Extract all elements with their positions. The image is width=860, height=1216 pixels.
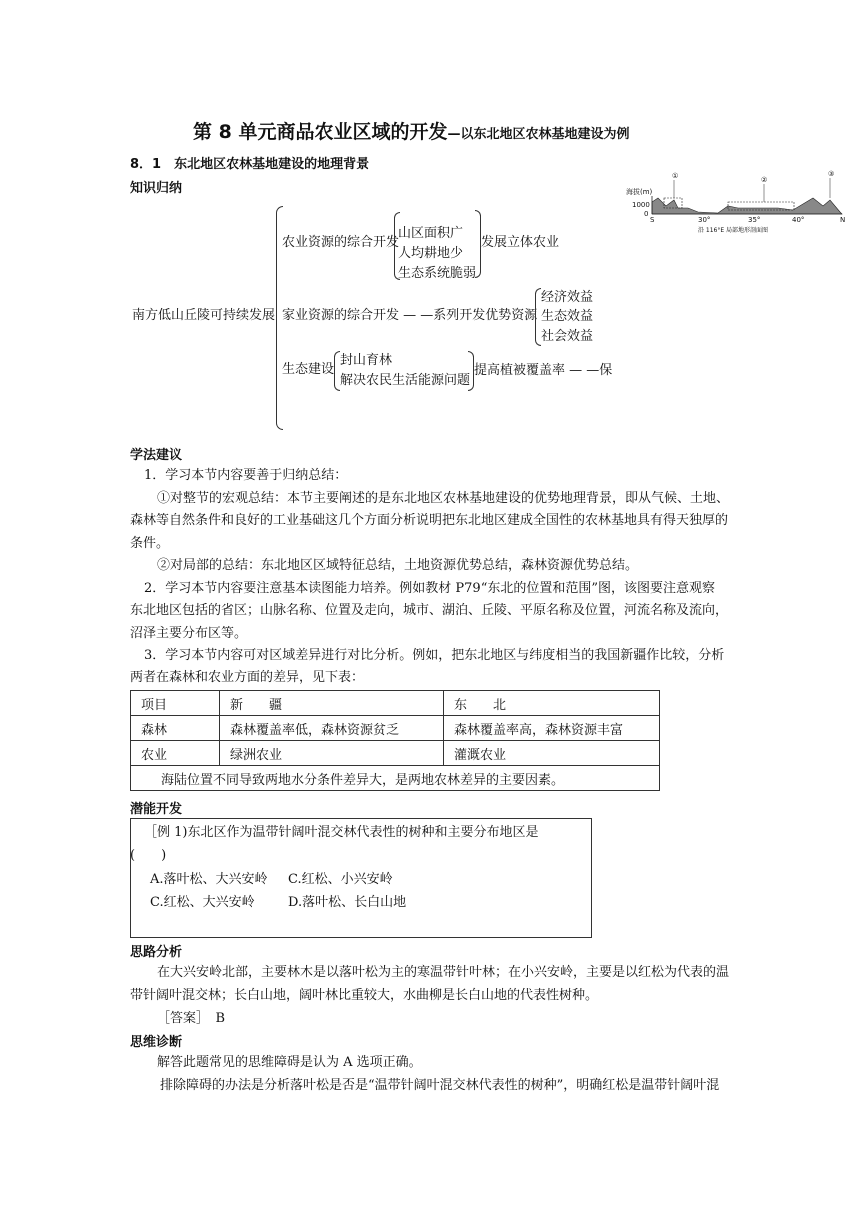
analysis-heading: 思路分析 <box>130 945 183 960</box>
study-line: ②对局部的总结：东北地区区域特征总结，土地资源优势总结，森林资源优势总结。 <box>157 558 639 573</box>
section-heading: 8．1 东北地区农林基地建设的地理背景 <box>130 157 370 172</box>
study-line: 东北地区包括的省区；山脉名称、位置及走向，城市、湖泊、丘陵、平原名称及位置，河流名称及流向， <box>130 603 729 618</box>
analysis-line: 带针阔叶混交林；长白山地，阔叶林比重较大，水曲柳是长白山地的代表性树种。 <box>130 988 599 1003</box>
b1-item-2: 人均耕地少 <box>398 246 464 261</box>
b2-item-2: 生态效益 <box>541 309 594 324</box>
profile-label-1: ① <box>672 172 679 180</box>
diagnosis-heading: 思维诊断 <box>130 1035 183 1050</box>
study-line: 两者在森林和农业方面的差异，见下表： <box>130 670 365 685</box>
table-cell: 新 疆 <box>220 691 444 716</box>
b2-item-1: 经济效益 <box>541 290 594 305</box>
profile-x-s: S <box>650 216 655 224</box>
knowledge-heading: 知识归纳 <box>130 181 183 196</box>
potential-heading: 潜能开发 <box>130 802 183 817</box>
study-line: ①对整节的宏观总结：本节主要阐述的是东北地区农林基地建设的优势地理背景，即从气候、土地、 <box>157 491 730 506</box>
profile-x-35: 35° <box>748 216 761 224</box>
profile-caption: 沿 116°E 局部地形剖面图 <box>698 227 769 234</box>
answer: ［答案］ B <box>157 1011 226 1026</box>
profile-label-3: ③ <box>828 170 835 178</box>
profile-x-40: 40° <box>792 216 805 224</box>
page-title: 第 8 单元商品农业区域的开发—以东北地区农林基地建设为例 <box>193 121 630 143</box>
terrain-profile-figure <box>618 168 848 238</box>
table-header-row <box>131 691 660 716</box>
b3-out: 提高植被覆盖率 — —保 <box>474 363 613 378</box>
option-c1: C.红松、小兴安岭 <box>288 872 393 887</box>
example-paren: ( ) <box>130 848 167 863</box>
table-cell: 农业 <box>131 741 220 766</box>
example-stem: ［例 1)东北区作为温带针阔叶混交林代表性的树种和主要分布地区是 <box>144 825 539 840</box>
table-row <box>131 716 660 741</box>
comparison-table <box>130 690 660 791</box>
table-cell: 灌溉农业 <box>444 741 660 766</box>
b3-item-2: 解决农民生活能源问题 <box>340 373 471 388</box>
profile-label-2: ② <box>761 176 768 184</box>
table-cell: 森林 <box>131 716 220 741</box>
mindmap-root: 南方低山丘陵可持续发展 <box>132 308 276 323</box>
table-cell: 森林覆盖率高，森林资源丰富 <box>444 716 660 741</box>
option-c2: C.红松、大兴安岭 <box>150 895 255 910</box>
mindmap-b2: 家业资源的综合开发 — —系列开发优势资源 <box>282 308 538 323</box>
profile-x-n: N <box>840 216 846 224</box>
b1-out: 发展立体农业 <box>481 235 560 250</box>
b1-item-3: 生态系统脆弱 <box>398 266 477 281</box>
b1-item-1: 山区面积广 <box>398 226 464 241</box>
study-line: 2．学习本节内容要注意基本读图能力培养。例如教材 P79“东北的位置和范围”图，该图要注意观察 <box>144 581 715 596</box>
diagnosis-line: 排除障碍的办法是分析落叶松是否是“温带针阔叶混交林代表性的树种”，明确红松是温带针阔叶混 <box>160 1078 720 1093</box>
mindmap-b3: 生态建设 <box>282 362 335 377</box>
option-a: A.落叶松、大兴安岭 <box>150 872 268 887</box>
profile-y-1000: 1000 <box>632 201 650 209</box>
table-cell: 项目 <box>131 691 220 716</box>
study-line: 1．学习本节内容要善于归纳总结： <box>144 468 348 483</box>
study-heading: 学法建议 <box>130 448 183 463</box>
table-cell: 绿洲农业 <box>220 741 444 766</box>
table-cell: 东 北 <box>444 691 660 716</box>
study-line: 3．学习本节内容可对区域差异进行对比分析。例如，把东北地区与纬度相当的我国新疆作比较，分析 <box>144 648 725 663</box>
table-row <box>131 741 660 766</box>
profile-x-30: 30° <box>698 216 711 224</box>
table-footer: 海陆位置不同导致两地水分条件差异大，是两地农林差异的主要因素。 <box>131 766 660 791</box>
b3-item-1: 封山育林 <box>340 353 393 368</box>
profile-y-unit: 海拔(m) <box>626 188 653 196</box>
option-d: D.落叶松、长白山地 <box>288 895 407 910</box>
analysis-line: 在大兴安岭北部，主要林木是以落叶松为主的寒温带针叶林；在小兴安岭，主要是以红松为代表的温 <box>157 965 730 980</box>
diagnosis-line: 解答此题常见的思维障碍是认为 A 选项正确。 <box>157 1055 422 1070</box>
profile-y-0: 0 <box>644 210 649 218</box>
study-line: 森林等自然条件和良好的工业基础这几个方面分析说明把东北地区建成全国性的农林基地具有得天独厚的 <box>130 513 729 528</box>
mindmap-b1: 农业资源的综合开发 <box>282 235 400 250</box>
study-line: 沼泽主要分布区等。 <box>130 626 248 641</box>
table-cell: 森林覆盖率低，森林资源贫乏 <box>220 716 444 741</box>
table-footer-row <box>131 766 660 791</box>
study-line: 条件。 <box>130 536 170 551</box>
b2-item-3: 社会效益 <box>541 329 594 344</box>
